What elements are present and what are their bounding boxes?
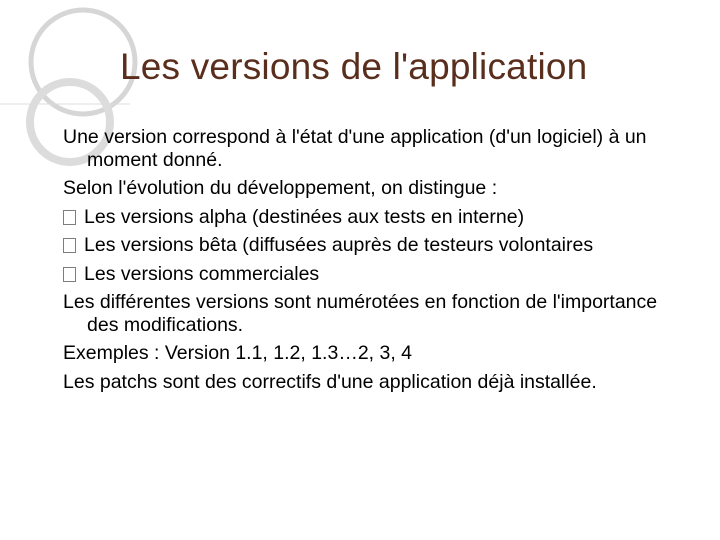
paragraph-examples: Exemples : Version 1.1, 1.2, 1.3…2, 3, 4 (63, 342, 413, 364)
list-item-label: Les versions bêta (diffusées auprès de testeurs volontaires (84, 234, 594, 256)
list-item-label: Les versions commerciales (84, 262, 320, 285)
bullet-box-icon (63, 238, 76, 253)
list-item (63, 206, 693, 229)
bullet-box-icon (63, 267, 76, 282)
paragraph-definition: Une version correspond à l'état d'une application (d'un logiciel) à un moment donné. (63, 126, 647, 171)
list-item (63, 234, 693, 257)
bullet-box-icon (63, 210, 76, 225)
paragraph-numbering: Les différentes versions sont numérotées en fonction de l'importance des modifications. (63, 291, 658, 336)
slide-title: Les versions de l'application (120, 46, 588, 87)
list-item-label: Les versions alpha (destinées aux tests en interne) (84, 205, 525, 228)
list-item (63, 263, 693, 286)
paragraph-patches: Les patchs sont des correctifs d'une application déjà installée. (63, 370, 597, 393)
slide-body (63, 126, 693, 399)
paragraph-intro-list: Selon l'évolution du développement, on distingue : (63, 177, 498, 199)
